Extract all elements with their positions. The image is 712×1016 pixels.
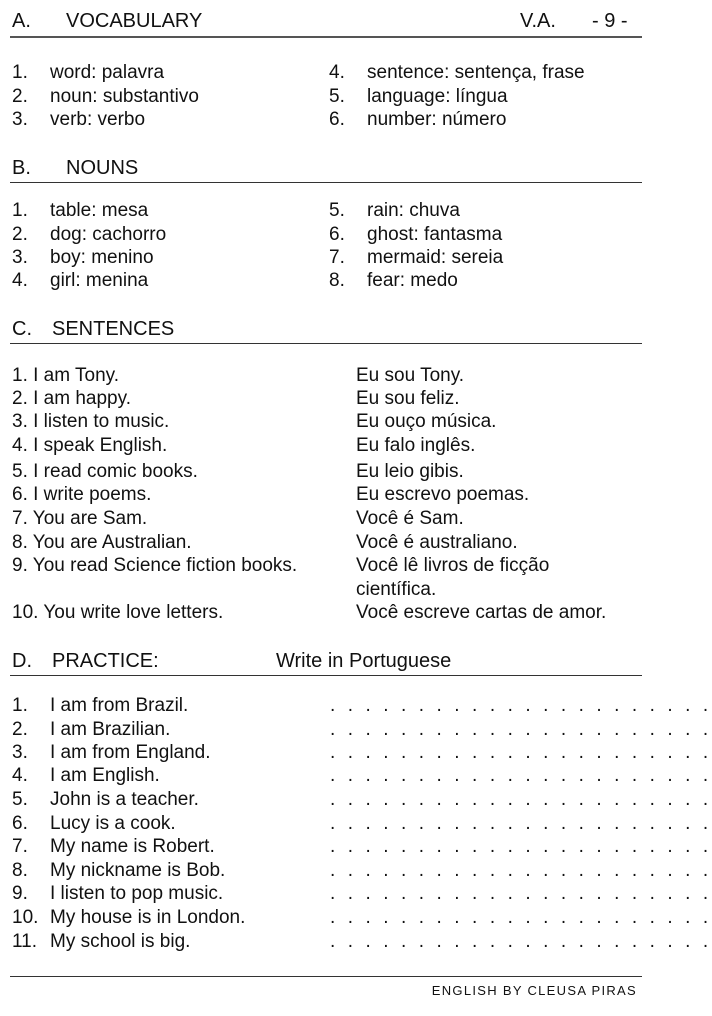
- practice-item: [12, 719, 170, 741]
- noun-item: [12, 200, 148, 222]
- answer-line[interactable]: . . . . . . . . . . . . . . . . . . . . . .: [330, 931, 712, 952]
- section-a-header: [12, 10, 640, 32]
- sentence-portuguese: Você lê livros de ficção: [356, 555, 550, 576]
- sentence-english: 7. You are Sam.: [12, 508, 148, 529]
- vocab-text: sentence: sentença, frase: [367, 62, 585, 83]
- vocab-number: 2.: [12, 86, 28, 107]
- answer-line[interactable]: . . . . . . . . . . . . . . . . . . . . . .: [330, 860, 712, 881]
- sentence-english: 8. You are Australian.: [12, 532, 192, 553]
- section-d-letter: D.: [12, 650, 32, 672]
- sentence-english: 6. I write poems.: [12, 484, 152, 505]
- answer-line[interactable]: . . . . . . . . . . . . . . . . . . . . . .: [330, 695, 712, 716]
- page-label: V.A.: [520, 10, 556, 32]
- vocab-number: 5.: [329, 86, 345, 107]
- noun-number: 3.: [12, 247, 28, 268]
- section-d-title: PRACTICE:: [52, 650, 159, 672]
- practice-number: 10.: [12, 907, 39, 928]
- practice-text: I am from Brazil.: [50, 695, 189, 716]
- vocab-number: 6.: [329, 109, 345, 130]
- answer-line[interactable]: . . . . . . . . . . . . . . . . . . . . . .: [330, 813, 712, 834]
- sentence-portuguese: científica.: [356, 579, 437, 600]
- footer-credit: ENGLISH BY CLEUSA PIRAS: [431, 983, 637, 998]
- practice-number: 11.: [12, 931, 38, 952]
- noun-number: 5.: [329, 200, 345, 221]
- answer-line[interactable]: . . . . . . . . . . . . . . . . . . . . . .: [330, 719, 712, 740]
- sentence-english: 3. I listen to music.: [12, 411, 170, 432]
- noun-item: [329, 247, 503, 269]
- vocab-number: 3.: [12, 109, 28, 130]
- practice-text: I am Brazilian.: [50, 719, 171, 740]
- vocab-item: [329, 109, 506, 131]
- noun-item: [329, 200, 460, 222]
- practice-text: My name is Robert.: [50, 836, 215, 857]
- practice-instruction: Write in Portuguese: [276, 650, 452, 672]
- vocab-text: noun: substantivo: [50, 86, 199, 107]
- noun-item: [329, 224, 502, 246]
- footer-rule: [10, 976, 642, 977]
- practice-text: My house is in London.: [50, 907, 246, 928]
- answer-line[interactable]: . . . . . . . . . . . . . . . . . . . . . .: [330, 789, 712, 810]
- noun-item: [12, 224, 166, 246]
- vocab-number: 4.: [329, 62, 345, 83]
- section-c-rule: [10, 343, 642, 344]
- noun-text: fear: medo: [367, 270, 458, 291]
- vocab-item: [12, 109, 145, 131]
- sentence-portuguese: Você é Sam.: [356, 508, 464, 529]
- sentence-portuguese: Eu falo inglês.: [356, 435, 476, 456]
- section-b-rule: [10, 182, 642, 183]
- vocab-text: language: língua: [367, 86, 508, 107]
- practice-number: 2.: [12, 719, 28, 740]
- noun-text: girl: menina: [50, 270, 149, 291]
- sentence-english: 2. I am happy.: [12, 388, 131, 409]
- noun-text: ghost: fantasma: [367, 224, 503, 245]
- section-a-title: VOCABULARY: [66, 10, 203, 32]
- section-b-letter: B.: [12, 157, 31, 179]
- answer-line[interactable]: . . . . . . . . . . . . . . . . . . . . . .: [330, 742, 712, 763]
- practice-item: [12, 813, 176, 835]
- practice-item: [12, 765, 160, 787]
- noun-number: 2.: [12, 224, 28, 245]
- section-c-letter: C.: [12, 318, 32, 340]
- noun-text: boy: menino: [50, 247, 154, 268]
- practice-item: [12, 860, 225, 882]
- practice-number: 8.: [12, 860, 28, 881]
- answer-line[interactable]: . . . . . . . . . . . . . . . . . . . . . .: [330, 765, 712, 786]
- noun-text: table: mesa: [50, 200, 149, 221]
- sentence-english: 5. I read comic books.: [12, 461, 198, 482]
- sentence-portuguese: Eu ouço música.: [356, 411, 497, 432]
- answer-line[interactable]: . . . . . . . . . . . . . . . . . . . . . .: [330, 836, 712, 857]
- practice-number: 1.: [12, 695, 28, 716]
- page-number: - 9 -: [592, 10, 628, 32]
- section-c-title: SENTENCES: [52, 318, 175, 340]
- section-a-letter: A.: [12, 10, 31, 32]
- section-d-header: [12, 650, 640, 672]
- noun-item: [329, 270, 458, 292]
- vocab-text: number: número: [367, 109, 507, 130]
- practice-number: 3.: [12, 742, 28, 763]
- section-c-header: [12, 318, 640, 340]
- practice-text: I listen to pop music.: [50, 883, 224, 904]
- sentence-portuguese: Eu leio gibis.: [356, 461, 464, 482]
- vocab-item: [329, 62, 585, 84]
- practice-number: 9.: [12, 883, 28, 904]
- vocab-item: [12, 86, 199, 108]
- practice-number: 4.: [12, 765, 28, 786]
- answer-line[interactable]: . . . . . . . . . . . . . . . . . . . . . .: [330, 883, 712, 904]
- noun-text: mermaid: sereia: [367, 247, 504, 268]
- sentence-english: 10. You write love letters.: [12, 602, 224, 623]
- practice-text: I am from England.: [50, 742, 211, 763]
- noun-number: 6.: [329, 224, 345, 245]
- practice-text: My school is big.: [50, 931, 191, 952]
- sentence-english: 1. I am Tony.: [12, 365, 120, 386]
- practice-text: I am English.: [50, 765, 160, 786]
- noun-item: [12, 270, 148, 292]
- section-b-header: [12, 157, 640, 179]
- practice-item: [12, 883, 223, 905]
- practice-number: 6.: [12, 813, 28, 834]
- sentence-english: 9. You read Science fiction books.: [12, 555, 298, 576]
- noun-number: 1.: [12, 200, 28, 221]
- practice-item: [12, 907, 245, 929]
- vocab-item: [12, 62, 164, 84]
- section-b-title: NOUNS: [66, 157, 139, 179]
- section-a-rule: [10, 36, 642, 38]
- noun-text: dog: cachorro: [50, 224, 167, 245]
- sentence-english: 4. I speak English.: [12, 435, 168, 456]
- practice-item: [12, 836, 215, 858]
- sentence-portuguese: Você escreve cartas de amor.: [356, 602, 607, 623]
- practice-item: [12, 695, 188, 717]
- vocab-text: verb: verbo: [50, 109, 146, 130]
- sentence-portuguese: Eu sou feliz.: [356, 388, 460, 409]
- sentence-portuguese: Eu escrevo poemas.: [356, 484, 530, 505]
- noun-text: rain: chuva: [367, 200, 460, 221]
- practice-number: 5.: [12, 789, 28, 810]
- practice-item: [12, 789, 199, 811]
- noun-number: 8.: [329, 270, 345, 291]
- noun-item: [12, 247, 154, 269]
- sentence-portuguese: Você é australiano.: [356, 532, 518, 553]
- sentence-portuguese: Eu sou Tony.: [356, 365, 465, 386]
- noun-number: 7.: [329, 247, 345, 268]
- practice-text: John is a teacher.: [50, 789, 199, 810]
- vocab-item: [329, 86, 508, 108]
- vocab-text: word: palavra: [50, 62, 165, 83]
- practice-text: Lucy is a cook.: [50, 813, 176, 834]
- section-d-rule: [10, 675, 642, 676]
- practice-text: My nickname is Bob.: [50, 860, 226, 881]
- noun-number: 4.: [12, 270, 28, 291]
- practice-item: [12, 742, 211, 764]
- answer-line[interactable]: . . . . . . . . . . . . . . . . . . . . . .: [330, 907, 712, 928]
- vocab-number: 1.: [12, 62, 28, 83]
- practice-number: 7.: [12, 836, 28, 857]
- practice-item: [12, 931, 190, 953]
